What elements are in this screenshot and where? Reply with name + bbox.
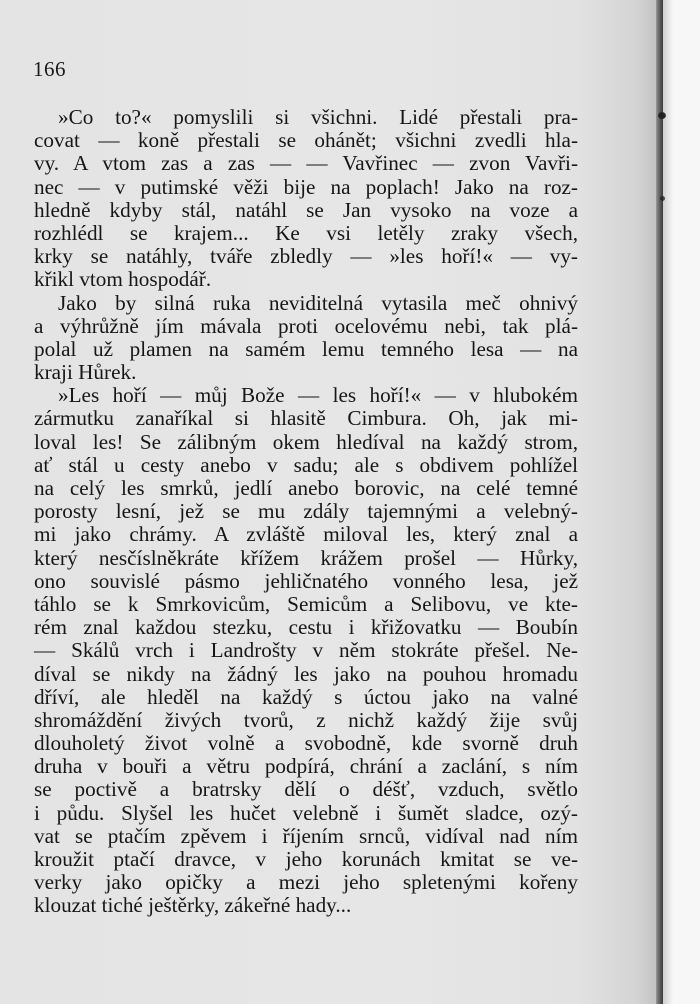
page-number: 166 xyxy=(33,57,66,81)
text-line: porosty lesní, jež se mu zdály tajemnými a velebný- xyxy=(34,499,578,524)
text-line: »Co to?« pomyslili si všichni. Lidé přestali pra- xyxy=(58,105,578,129)
page-edge-fade xyxy=(663,0,673,1004)
text-line: zármutku zanaříkal si hlasitě Cimbura. Oh, jak mi- xyxy=(34,406,578,431)
body-text xyxy=(34,106,578,918)
text-line: kraji Hůrek. xyxy=(34,360,137,385)
text-line: Jako by silná ruka neviditelná vytasila meč ohnivý xyxy=(58,290,578,315)
text-line: táhlo se k Smrkovicům, Semicům a Selibovu, ve kte- xyxy=(34,591,578,616)
text-line: shromáždění živých tvorů, z nichž každý žije svůj xyxy=(34,707,578,732)
scan-speck xyxy=(660,196,665,201)
text-line: rém znal každou stezku, cestu i křižovatku — Boubín xyxy=(34,615,578,640)
text-line: křikl vtom hospodář. xyxy=(34,267,212,292)
scan-speck xyxy=(658,112,666,119)
text-line: díval se nikdy na žádný les jako na pouhou hromadu xyxy=(34,661,578,686)
text-line: ono souvislé pásmo jehličnatého vonného lesa, jež xyxy=(34,568,578,593)
text-line: a výhrůžně jím mávala proti ocelovému nebi, tak plá- xyxy=(34,313,578,338)
text-line: polal už plamen na samém lemu temného lesa — na xyxy=(34,336,578,361)
text-line: nec — v putimské věži bije na poplach! Jako na roz- xyxy=(34,174,578,199)
text-line: krky se natáhly, tváře zbledly — »les hoří!« — vy- xyxy=(34,244,578,269)
text-line: dříví, ale hleděl na každý s úctou jako na valné xyxy=(34,684,578,709)
text-line: rozhlédl se krajem... Ke vsi letěly zraky všech, xyxy=(34,220,578,245)
text-line: »Les hoří — můj Bože — les hoří!« — v hlubokém xyxy=(58,383,578,408)
text-line: i půdu. Slyšel les hučet velebně i šumět sladce, ozý- xyxy=(34,800,578,825)
text-line: mi jako chrámy. A zvláště miloval les, který znal a xyxy=(34,522,578,547)
text-line: dlouholetý život volně a svobodně, kde svorně druh xyxy=(34,731,578,756)
text-line: verky jako opičky a mezi jeho spletenými kořeny xyxy=(34,870,578,895)
page-edge-shadow xyxy=(656,0,663,1004)
text-line: kroužit ptačí dravce, v jeho korunách kmitat se ve- xyxy=(34,847,578,871)
text-line: se poctivě a bratrsky dělí o déšť, vzduch, světlo xyxy=(34,777,578,802)
text-line: na celý les smrků, jedlí anebo borovic, na celé temné xyxy=(34,476,578,500)
text-line: loval les! Se zálibným okem hledíval na každý strom, xyxy=(34,429,578,454)
text-line: vy. A vtom zas a zas — — Vavřinec — zvon Vavři- xyxy=(34,151,578,176)
text-line: ať stál u cesty anebo v sadu; ale s obdivem pohlížel xyxy=(34,452,578,477)
text-line: covat — koně přestali se ohánět; všichni zvedli hla- xyxy=(34,128,578,153)
text-line: vat se ptačím zpěvem i říjením srnců, vidíval nad ním xyxy=(34,823,578,848)
text-line: hledně kdyby stál, natáhl se Jan vysoko na voze a xyxy=(34,197,578,222)
text-line: druha v bouři a větru podpírá, chrání a zaclání, s ním xyxy=(34,754,578,779)
text-line: který nesčíslněkráte křížem krážem prošel — Hůrky, xyxy=(34,545,578,570)
text-line: klouzat tiché ještěrky, zákeřné hady... xyxy=(34,893,352,918)
text-line: — Skálů vrch i Landrošty v něm stokráte přešel. Ne- xyxy=(34,638,578,663)
